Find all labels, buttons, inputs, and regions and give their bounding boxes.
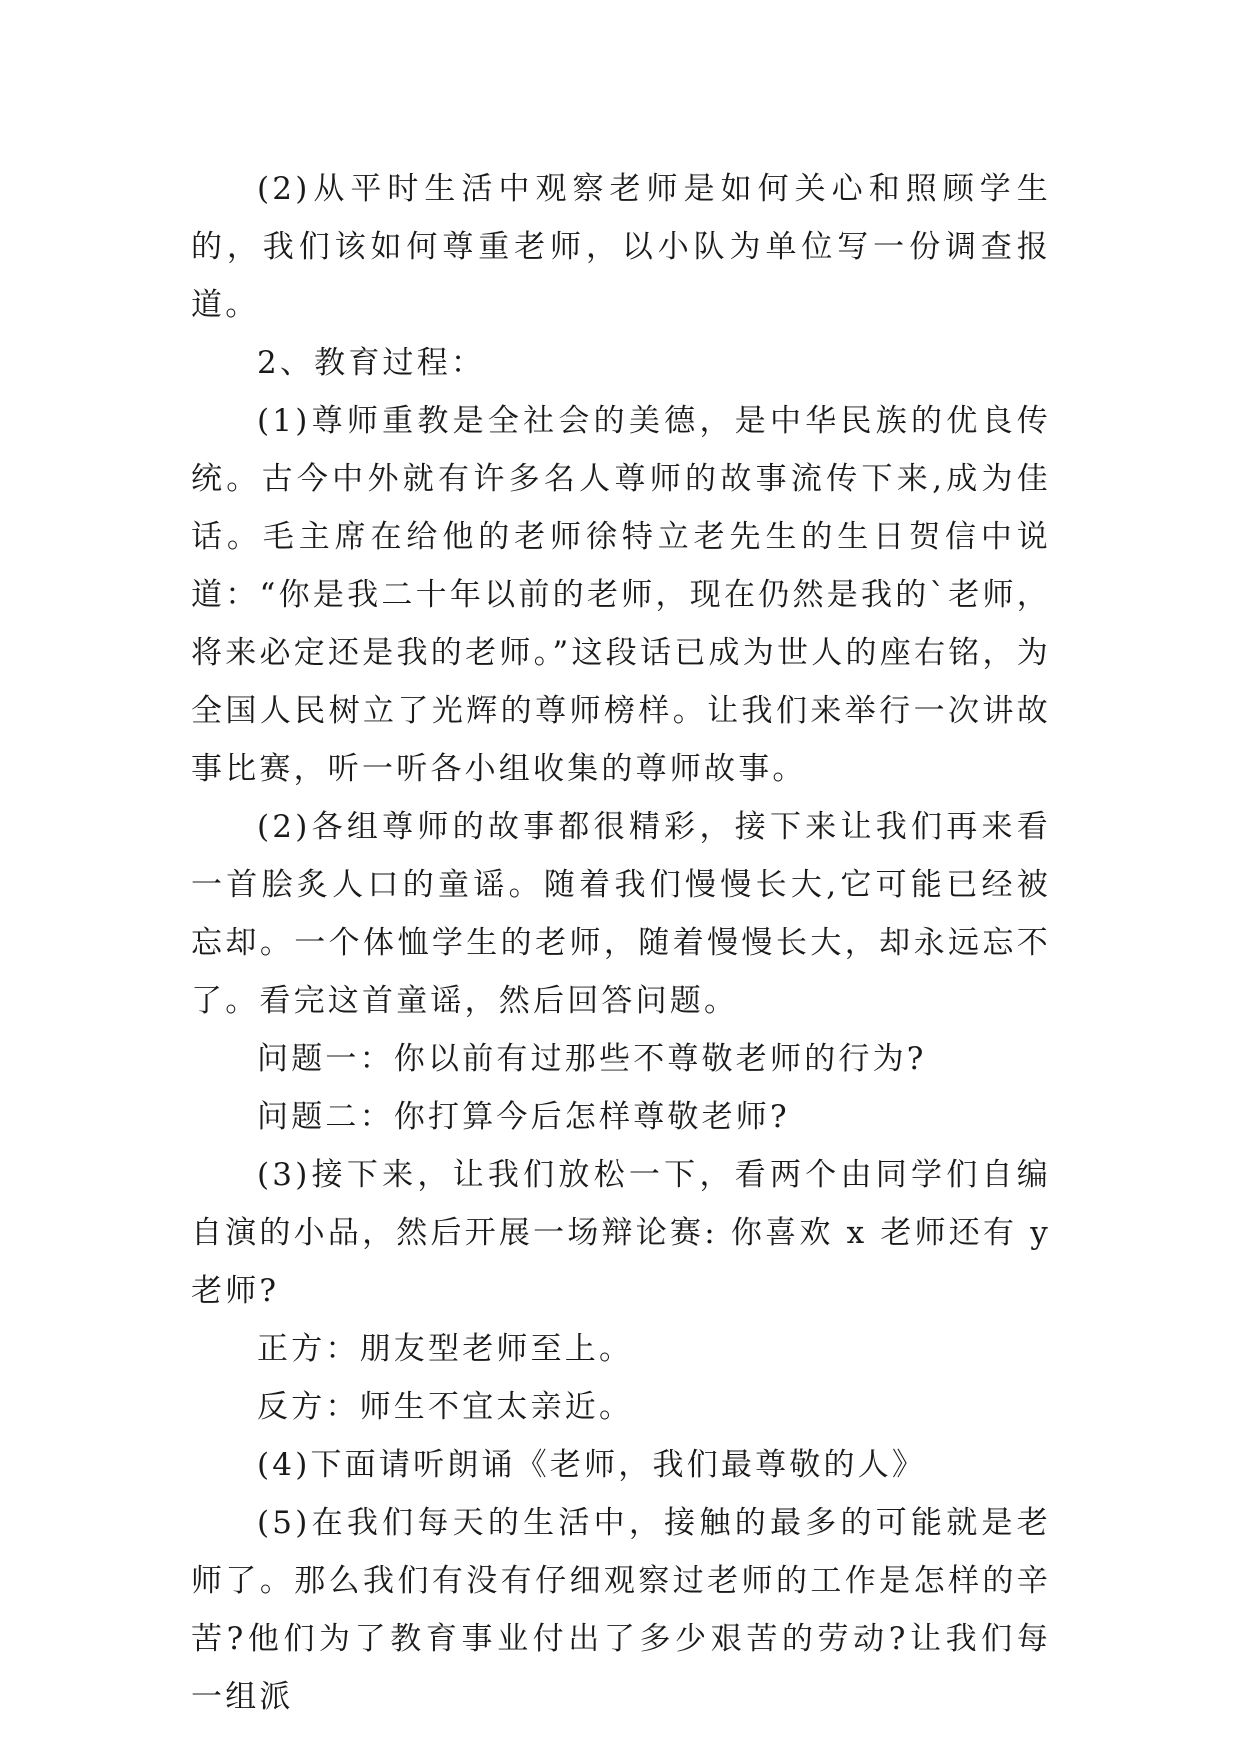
paragraph-question-two: 问题二：你打算今后怎样尊敬老师? xyxy=(257,1099,790,1135)
paragraph-debate: (3)接下来，让我们放松一下，看两个由同学们自编自演的小品，然后开展一场辩论赛: 你喜欢 x 老师还有 y 老师? xyxy=(191,1157,1051,1309)
document-body xyxy=(191,160,1051,1726)
paragraph-recitation: (4)下面请听朗诵《老师，我们最尊敬的人》 xyxy=(257,1447,927,1483)
paragraph-nursery-rhyme: (2)各组尊师的故事都很精彩，接下来让我们再来看一首脍炙人口的童谣。随着我们慢慢长大,它可能已经被忘却。一个体恤学生的老师，随着慢慢长大，却永远忘不了。看完这首童谣，然后回答问题。 xyxy=(191,809,1051,1019)
paragraph-negative: 反方：师生不宜太亲近。 xyxy=(257,1389,634,1425)
paragraph-section-heading: 2、教育过程： xyxy=(257,345,486,381)
paragraph-respect-teachers: (1)尊师重教是全社会的美德，是中华民族的优良传统。古今中外就有许多名人尊师的故事流传下来,成为佳话。毛主席在给他的老师徐特立老先生的生日贺信中说道：“你是我二十年以前的老师，现在仍然是我的`老师，将来必定还是我的老师。”这段话已成为世人的座右铭，为全国人民树立了光辉的尊师榜样。让我们来举行一次讲故事比赛，听一听各小组收集的尊师故事。 xyxy=(191,403,1051,787)
paragraph-daily-life: (5)在我们每天的生活中，接触的最多的可能就是老师了。那么我们有没有仔细观察过老师的工作是怎样的辛苦?他们为了教育事业付出了多少艰苦的劳动?让我们每一组派 xyxy=(191,1505,1051,1715)
paragraph-survey-task: (2)从平时生活中观察老师是如何关心和照顾学生的，我们该如何尊重老师，以小队为单位写一份调查报道。 xyxy=(191,171,1051,323)
paragraph-affirmative: 正方：朋友型老师至上。 xyxy=(257,1331,634,1367)
paragraph-question-one: 问题一：你以前有过那些不尊敬老师的行为? xyxy=(257,1041,927,1077)
